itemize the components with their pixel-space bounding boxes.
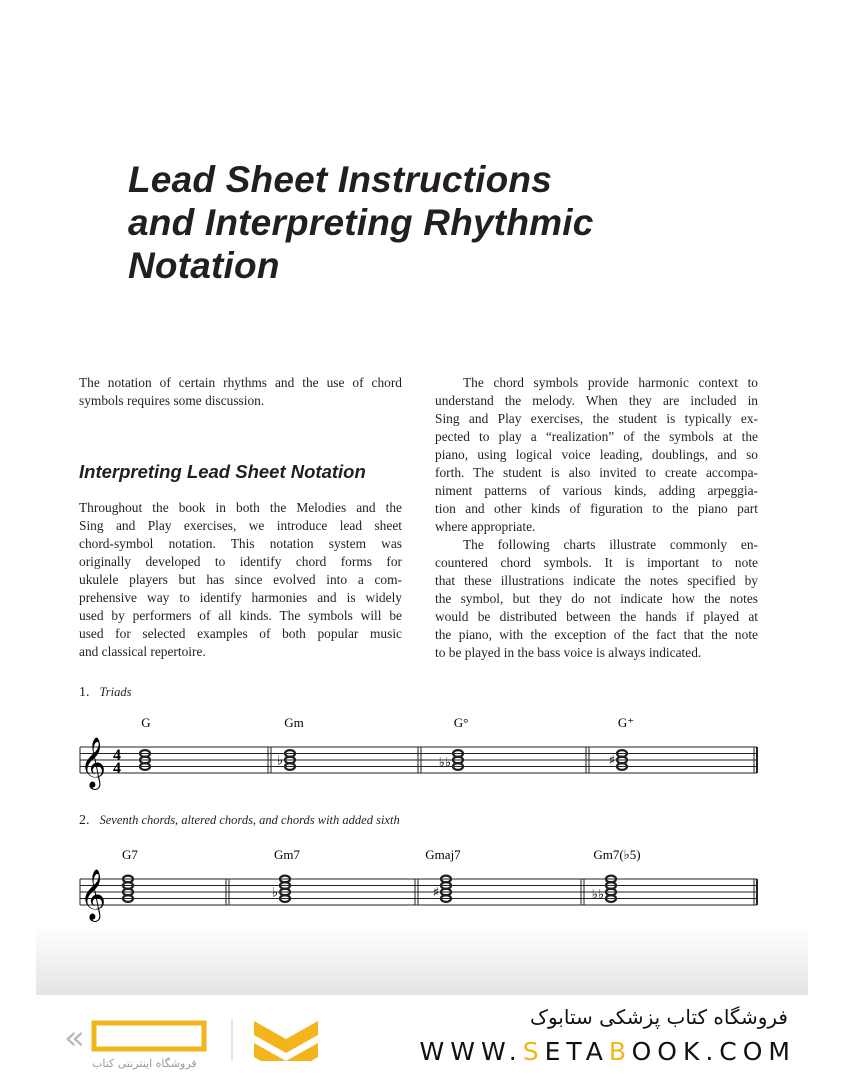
accidental-icon: ♭♭	[591, 887, 604, 903]
title-line: and Interpreting Rhythmic	[128, 202, 594, 243]
url-part: OOK.COM	[631, 1037, 796, 1066]
chord-symbol: Gm7(♭5)	[593, 847, 641, 862]
footer-banner	[0, 995, 844, 1080]
chord-symbol: G	[141, 715, 151, 730]
chord-symbol: Gm7	[274, 847, 300, 862]
text-line: pected to play a “realization” of the symbols at the	[435, 429, 758, 444]
store-name: فروشگاه کتاب پزشکی ستابوک	[530, 1005, 788, 1029]
time-signature: 4	[113, 760, 121, 777]
section-heading: Interpreting Lead Sheet Notation	[79, 461, 366, 482]
text-line: The chord symbols provide harmonic context to	[463, 375, 758, 390]
text-line: the symbol, but they do not indicate how the notes	[435, 591, 758, 606]
left-paragraph	[79, 499, 402, 661]
text-line: prehensive way to identify harmonies and is widely	[79, 590, 402, 605]
music-examples	[0, 700, 844, 930]
text-line: used for selected examples of both popular music	[79, 626, 402, 641]
text-line: where appropriate.	[435, 519, 536, 534]
chord-symbol: G7	[122, 847, 138, 862]
accidental-icon: ♯	[608, 753, 615, 769]
example-caption: Seventh chords, altered chords, and chords with added sixth	[99, 813, 400, 827]
text-line: chord-symbol notation. This notation system was	[79, 536, 402, 551]
chord-symbol: G⁺	[617, 715, 635, 730]
accidental-icon: ♭♭	[438, 755, 451, 771]
text-line: countered chord symbols. It is important to note	[435, 555, 758, 570]
text-line: that these illustrations indicate the notes specified by	[435, 573, 758, 588]
right-paragraph-1	[435, 374, 758, 536]
text-line: Throughout the book in both the Melodies and the	[79, 500, 402, 515]
treble-clef-icon: 𝄞	[80, 737, 107, 788]
intro-paragraph	[79, 374, 402, 410]
page-shadow	[36, 925, 808, 995]
text-line: to be played in the bass voice is always indicated.	[435, 645, 702, 660]
url-part: WWW.	[419, 1037, 523, 1066]
page-title	[128, 158, 593, 287]
text-line: symbols requires some discussion.	[79, 393, 265, 408]
chord-symbol: Gm	[284, 715, 304, 730]
text-line: originally developed to identify chord forms for	[79, 554, 402, 569]
text-line: would be distributed between the hands if played at	[435, 609, 758, 624]
text-line: Sing and Play exercises, the student is typically ex-	[435, 411, 758, 426]
svg-text:«: «	[64, 1018, 85, 1058]
text-line: ukulele players but has since evolved into a com-	[79, 572, 402, 587]
accidental-icon: ♯	[432, 885, 439, 901]
title-line: Lead Sheet Instructions	[128, 159, 553, 200]
logo-subtitle: فروشگاه اینترنتی کتاب	[92, 1057, 197, 1070]
example-number: 1.	[79, 685, 90, 700]
title-line: Notation	[128, 245, 280, 286]
text-line: The notation of certain rhythms and the use of chord	[79, 375, 402, 390]
store-url[interactable]	[420, 1037, 796, 1066]
accidental-icon: ♭	[271, 885, 278, 901]
url-part: ETA	[544, 1037, 609, 1066]
url-part: B	[608, 1037, 632, 1066]
text-line: Sing and Play exercises, we introduce lead sheet	[79, 518, 402, 533]
text-line: the piano, with the exception of the fact that the note	[435, 627, 758, 642]
right-paragraph-2	[435, 536, 758, 662]
chord-symbol: Gmaj7	[425, 847, 461, 862]
treble-clef-icon: 𝄞	[80, 869, 107, 920]
text-line: piano, using logical voice leading, doublings, and so	[435, 447, 758, 462]
example-number: 2.	[79, 813, 90, 828]
text-line: The following charts illustrate commonly en-	[463, 537, 758, 552]
url-part: S	[522, 1037, 545, 1066]
time-signature: 4	[113, 747, 121, 764]
text-line: and classical repertoire.	[79, 644, 206, 659]
text-line: tion and other kinds of figuration to the piano part	[435, 501, 758, 516]
example-1-caption	[79, 685, 131, 701]
text-line: forth. The student is also invited to create accompa-	[435, 465, 758, 480]
text-line: understand the melody. When they are included in	[435, 393, 758, 408]
text-line: used by performers of all kinds. The symbols will be	[79, 608, 402, 623]
setabook-logo	[64, 1011, 334, 1061]
text-line: niment patterns of various kinds, adding arpeggia-	[435, 483, 758, 498]
accidental-icon: ♭	[276, 753, 283, 769]
chord-symbol: G°	[453, 715, 469, 730]
example-caption: Triads	[99, 685, 132, 699]
